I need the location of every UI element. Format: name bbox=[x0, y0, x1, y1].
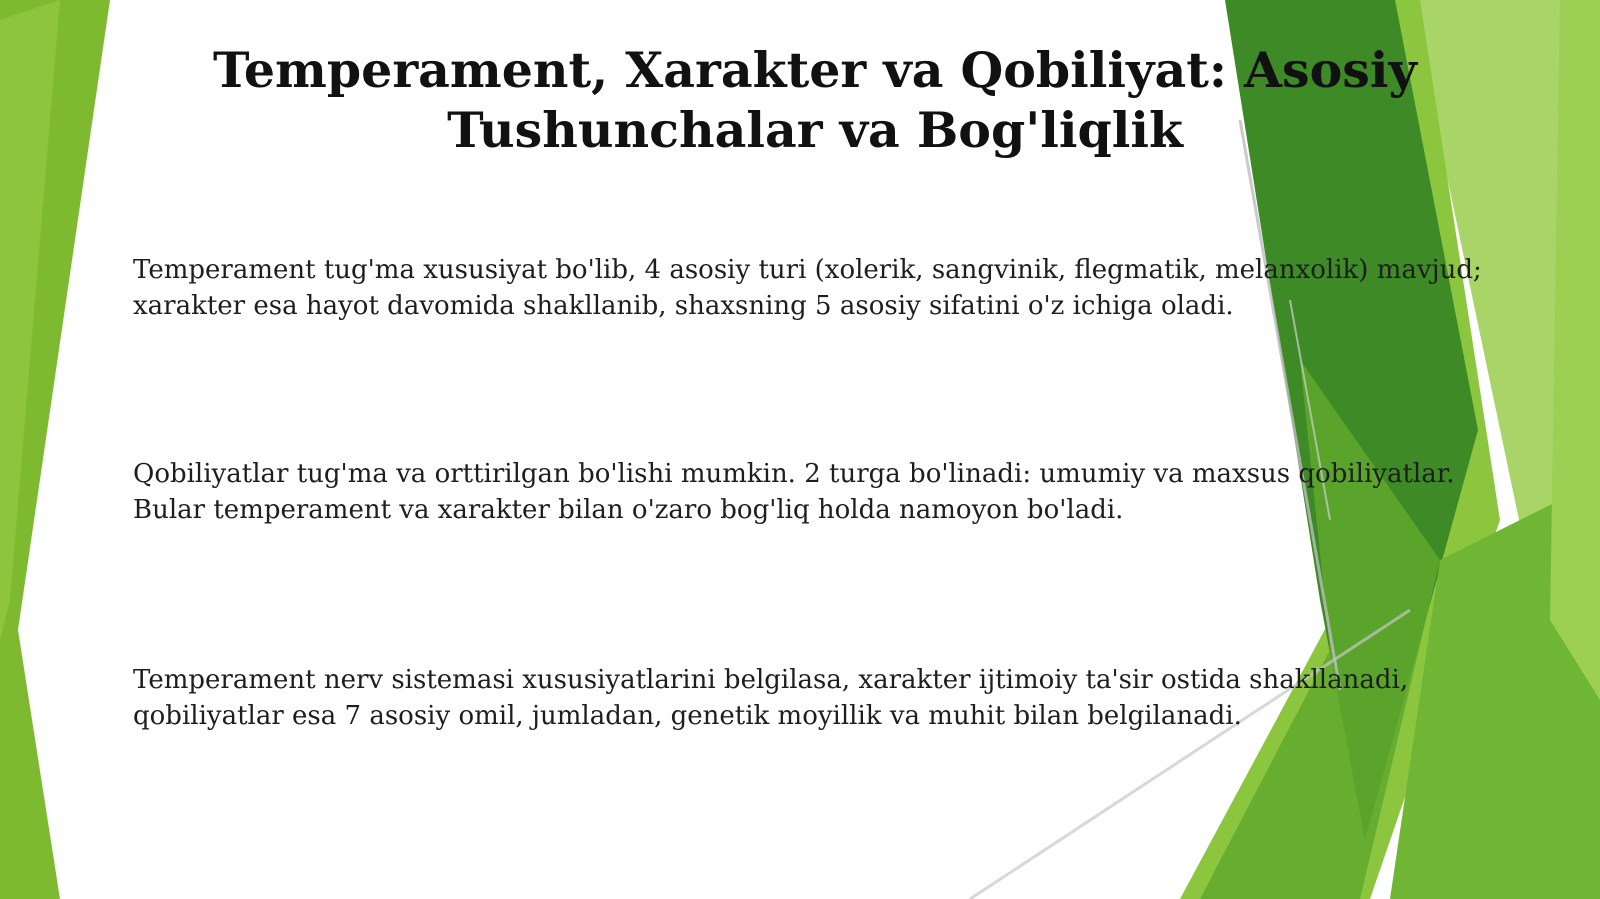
paragraph-temperament: Temperament tug'ma xususiyat bo'lib, 4 asosiy turi (xolerik, sangvinik, flegmatik, melanxolik) mavjud; xarakter esa hayot davomida shakllanib, shaxsning 5 asosiy sifatini o'z ichiga oladi. bbox=[133, 255, 1482, 321]
paragraph-boglanish: Temperament nerv sistemasi xususiyatlarini belgilasa, xarakter ijtimoiy ta'sir ostida shakllanadi, qobiliyatlar esa 7 asosiy omil, jumladan, genetik moyillik va muhit bilan belgilanadi. bbox=[133, 665, 1409, 731]
slide-title: Temperament, Xarakter va Qobiliyat: Asosiy Tushunchalar va Bog'liqlik bbox=[213, 41, 1417, 159]
paragraph-qobiliyatlar: Qobiliyatlar tug'ma va orttirilgan bo'lishi mumkin. 2 turga bo'linadi: umumiy va maxsus qobiliyatlar. Bular temperament va xarakter bilan o'zaro bog'liq holda namoyon bo'ladi. bbox=[133, 459, 1455, 525]
